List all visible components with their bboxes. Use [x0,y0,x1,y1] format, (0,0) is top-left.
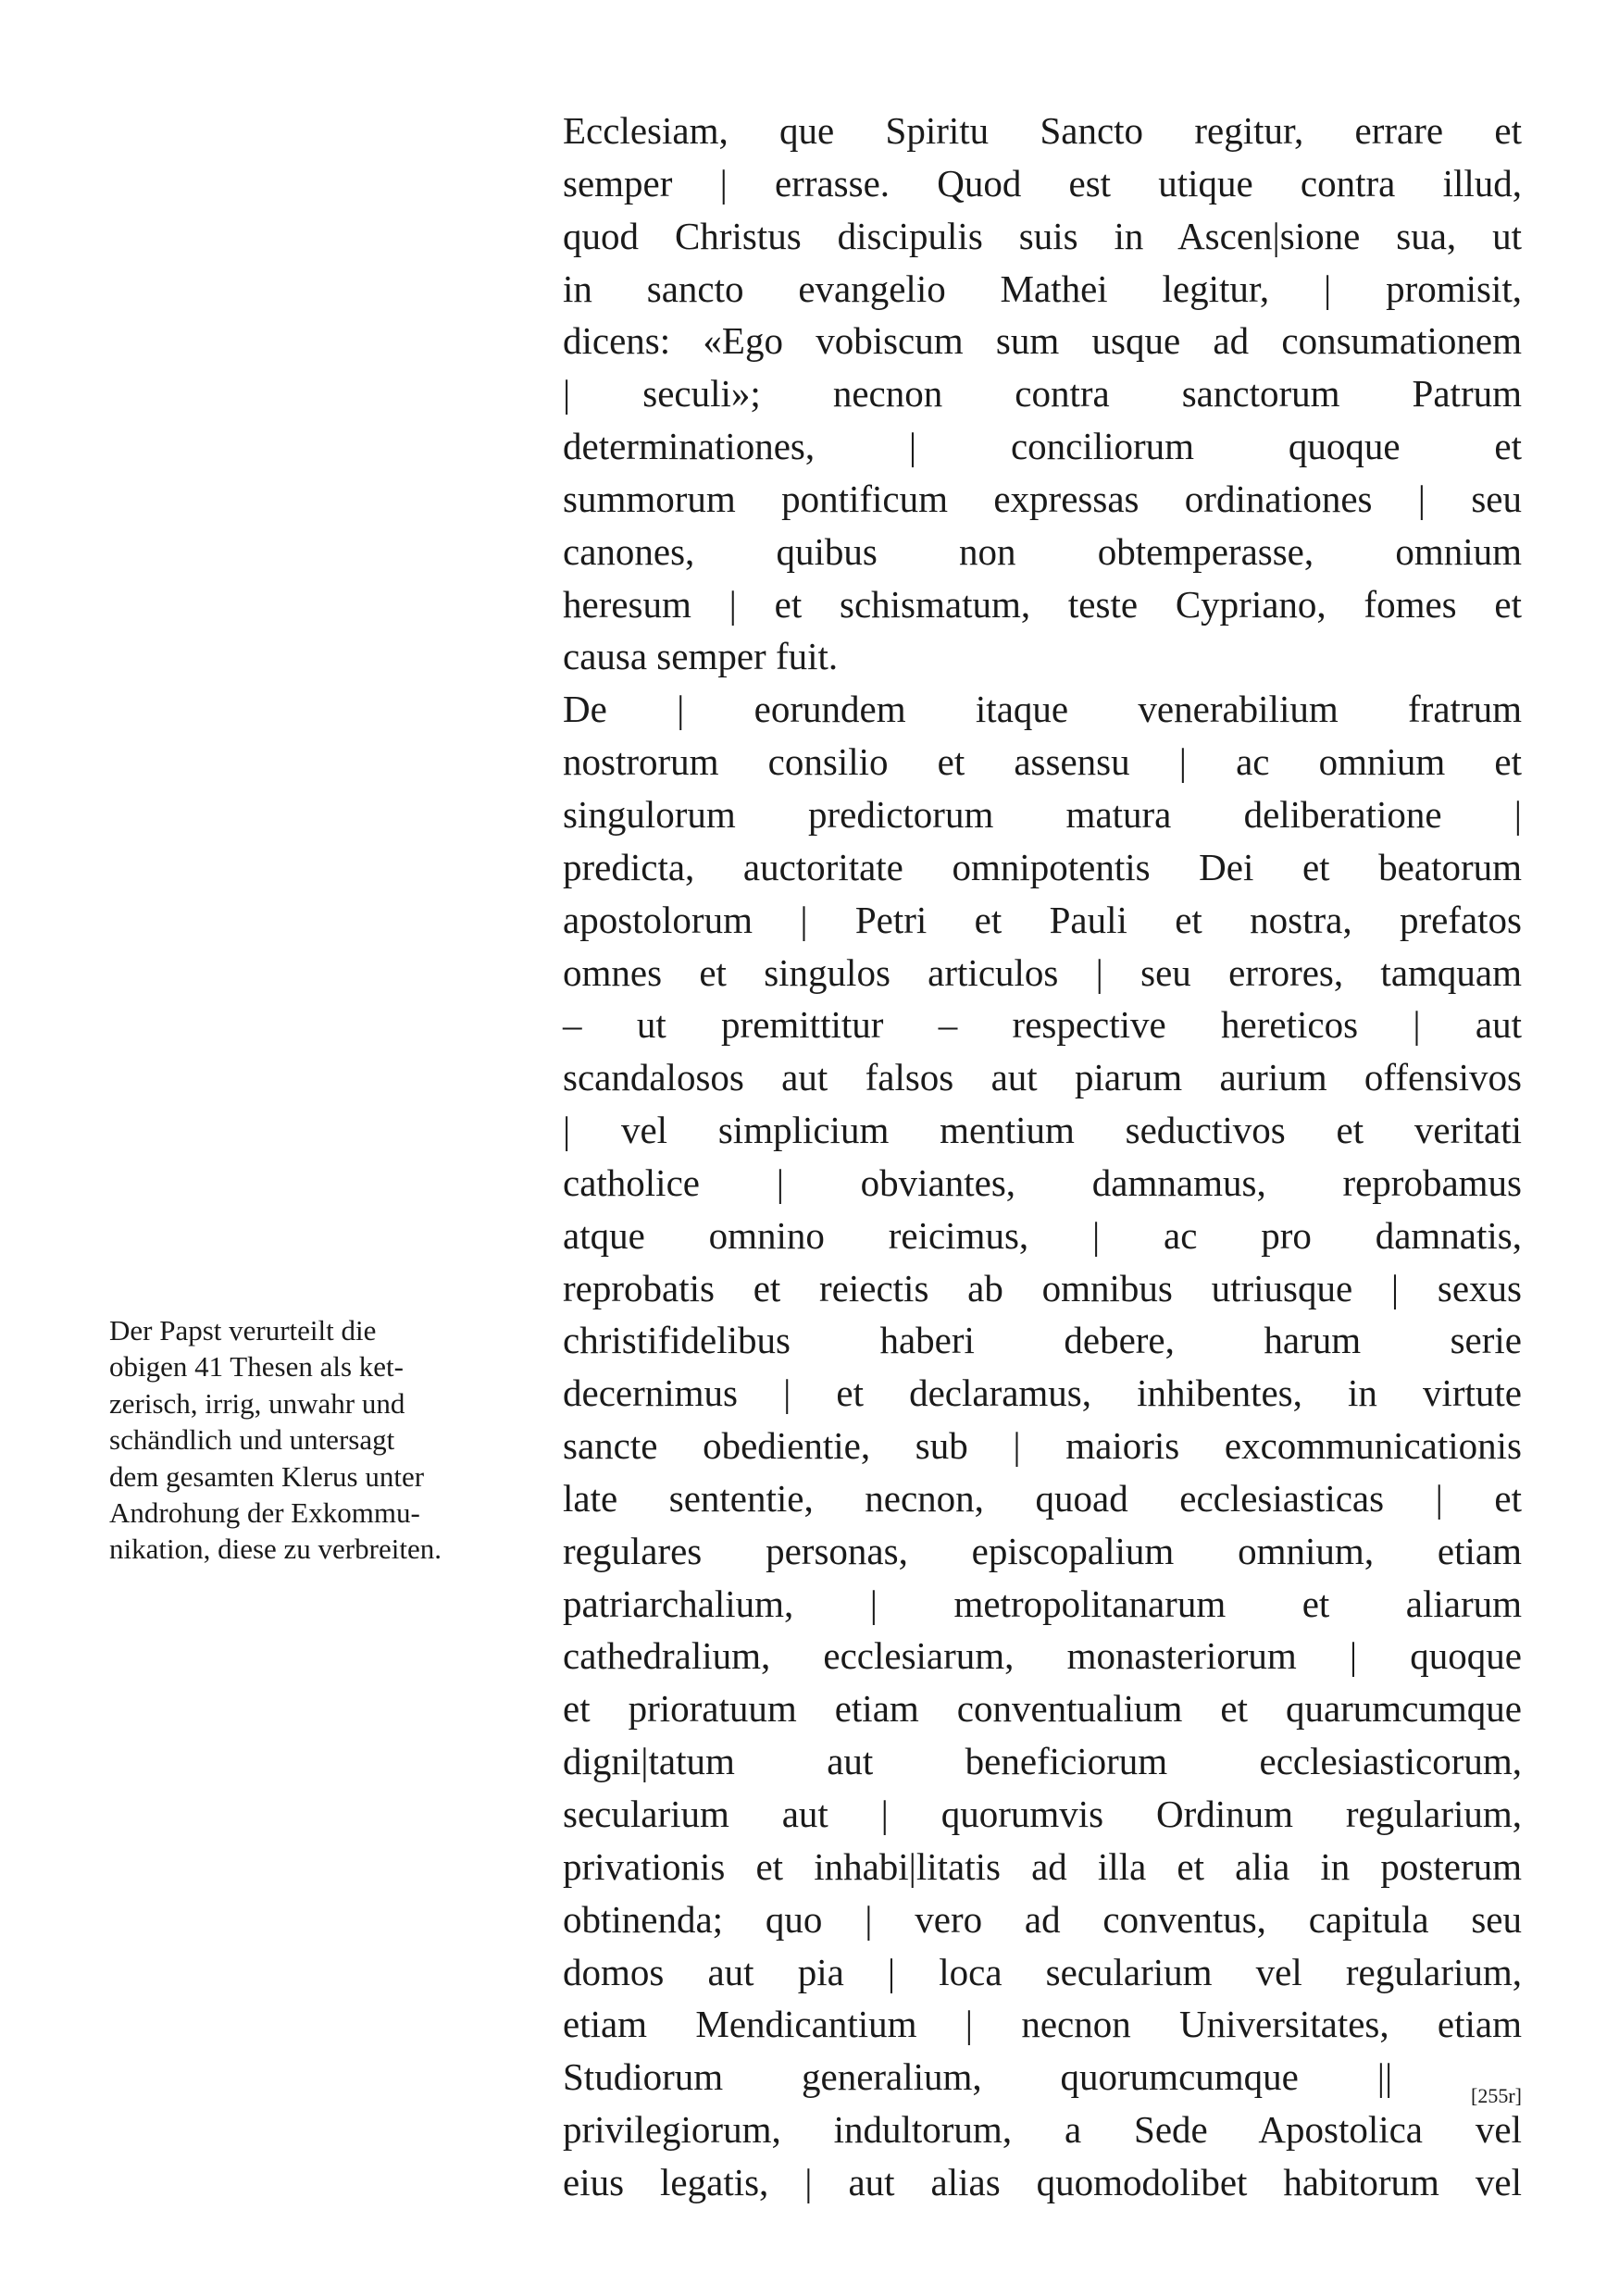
text-line: secularium aut | quorumvis Ordinum regularium, [563,1793,1522,1835]
text-line: omnes et singulos articulos | seu errores, tamquam [563,950,1522,994]
paragraph-end-line: causa semper fuit. [563,635,839,678]
text-line: canones, quibus non obtemperasse, omnium [563,529,1522,573]
text-line: late sententie, necnon, quoad ecclesiasticas | et [563,1476,1522,1520]
text-line: singulorum predictorum matura deliberatione | [563,792,1522,836]
text-line: nostrorum consilio et assensu | ac omnium et [563,740,1522,784]
folio-marker: [255r] [1471,2084,1523,2108]
text-line: catholice | obviantes, damnamus, reprobamus [563,1160,1522,1204]
note-line: Der Papst verurteilt die [109,1314,377,1347]
text-line: summorum pontificum expressas ordinationes | seu [563,477,1522,520]
text-line: determinationes, | conciliorum quoque et [563,425,1522,468]
text-line: obtinenda; quo | vero ad conventus, capitula seu [563,1897,1522,1941]
text-line: De | eorundem itaque venerabilium fratrum [563,688,1522,731]
text-line: privationis et inhabi|litatis ad illa et alia in posterum [563,1844,1522,1888]
text-line: decernimus | et declaramus, inhibentes, in virtute [563,1371,1522,1415]
text-line: apostolorum | Petri et Pauli et nostra, prefatos [563,898,1522,941]
note-line: Androhung der Exkommu- [109,1496,420,1530]
margin-summary-note [109,1312,517,1568]
text-line: heresum | et schismatum, teste Cypriano, fomes et [563,582,1522,626]
text-line: quod Christus discipulis suis in Ascen|sione sua, ut [563,214,1522,257]
text-line: | vel simplicium mentium seductivos et veritati [563,1109,1522,1152]
text-line-with-folio [563,2051,1523,2108]
text-line-content: Studiorum generalium, quorumcumque || [563,2055,1393,2099]
latin-body-text [563,105,1522,2209]
text-line: semper | errasse. Quod est utique contra illud, [563,161,1522,205]
text-line: in sancto evangelio Mathei legitur, | promisit, [563,267,1522,310]
note-line: schändlich und untersagt [109,1423,395,1457]
note-line: nikation, diese zu verbreiten. [109,1533,442,1566]
text-line: atque omnino reicimus, | ac pro damnatis, [563,1213,1522,1257]
text-line: | seculi»; necnon contra sanctorum Patrum [563,372,1522,416]
text-line: reprobatis et reiectis ab omnibus utriusque | sexus [563,1266,1522,1309]
text-line: scandalosos aut falsos aut piarum aurium offensivos [563,1056,1522,1099]
note-line: dem gesamten Klerus unter [109,1459,425,1493]
text-line: eius legatis, | aut alias quomodolibet habitorum vel [563,2160,1522,2203]
note-line: obigen 41 Thesen als ket- [109,1350,404,1384]
text-line: Ecclesiam, que Spiritu Sancto regitur, errare et [563,109,1522,152]
text-line: predicta, auctoritate omnipotentis Dei et beatorum [563,845,1522,888]
text-line: christifidelibus haberi debere, harum serie [563,1319,1522,1362]
text-line: et prioratuum etiam conventualium et quarumcumque [563,1687,1522,1731]
text-line: digni|tatum aut beneficiorum ecclesiasticorum, [563,1740,1522,1783]
text-line: domos aut pia | loca secularium vel regularium, [563,1950,1522,1993]
text-line: – ut premittitur – respective hereticos | aut [563,1003,1522,1047]
text-line: sancte obedientie, sub | maioris excommunicationis [563,1424,1522,1468]
text-line: privilegiorum, indultorum, a Sede Apostolica vel [563,2108,1522,2152]
text-line: patriarchalium, | metropolitanarum et aliarum [563,1582,1522,1625]
text-line: dicens: «Ego vobiscum sum usque ad consumationem [563,319,1522,363]
text-line: cathedralium, ecclesiarum, monasteriorum | quoque [563,1634,1522,1678]
text-line: etiam Mendicantium | necnon Universitates, etiam [563,2003,1522,2046]
text-line: regulares personas, episcopalium omnium, etiam [563,1529,1522,1572]
note-line: zerisch, irrig, unwahr und [109,1386,405,1420]
